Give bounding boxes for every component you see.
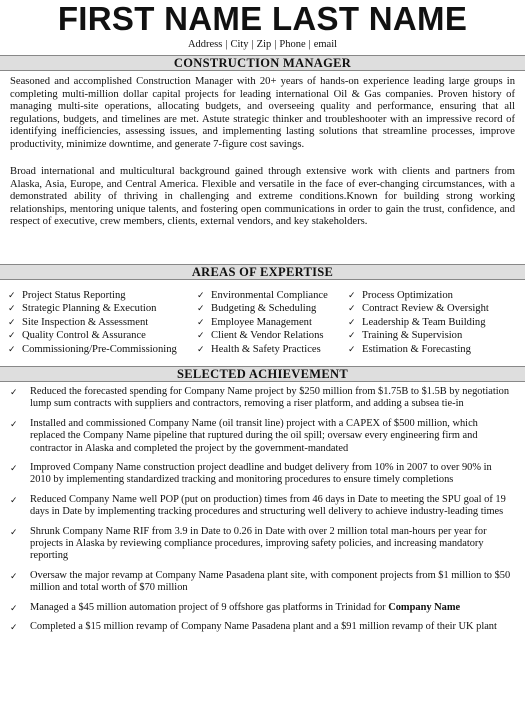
check-icon: ✓ <box>10 602 18 613</box>
expertise-column-2 <box>197 289 328 356</box>
check-icon: ✓ <box>348 330 356 341</box>
expertise-item: ✓ Project Status Reporting <box>8 290 126 301</box>
achievement-list <box>10 383 515 634</box>
expertise-item: ✓ Contract Review & Oversight <box>348 303 489 315</box>
list-item: ✓ Shrunk Company Name RIF from 3.9 in Date to 0.26 in Date with over 2 million total man-hours per year for projects in Alaska by reviewing compliance procedures, improving safety policies, and increasing mandatory reporting <box>10 525 487 562</box>
expertise-item: ✓ Strategic Planning & Execution <box>8 303 157 315</box>
expertise-item: ✓ Site Inspection & Assessment <box>8 316 149 328</box>
contact-city: City <box>230 39 249 50</box>
contact-email: email <box>313 39 338 50</box>
list-item: ✓ Managed a $45 million automation project of 9 offshore gas platforms in Trinidad for Company Name <box>10 601 461 613</box>
section-title-expertise: AREAS OF EXPERTISE <box>0 264 525 280</box>
expertise-item: ✓ Estimation & Forecasting <box>348 343 471 355</box>
check-icon: ✓ <box>10 494 18 505</box>
list-item: ✓ Installed and commissioned Company Name (oil transit line) project with a CAPEX of $500 million, which replaced the Company Name pipeline that ruptured during the oil spill; oversaw every engineering firm and contractor in Alaska and completed the project by the government-mandated <box>10 417 478 454</box>
expertise-item: ✓ Leadership & Team Building <box>348 316 486 328</box>
list-item: ✓ Completed a $15 million revamp of Company Name Pasadena plant and a $91 million revamp of their UK plant <box>10 621 497 633</box>
candidate-name: FIRST NAME LAST NAME <box>57 0 468 37</box>
list-item: ✓ Improved Company Name construction project deadline and budget delivery from 10% in 2007 to over 90% in 2010 by implementing standardized tracking and monitoring procedures to ensure timely completions <box>10 462 492 486</box>
section-title-job: CONSTRUCTION MANAGER <box>0 55 525 71</box>
check-icon: ✓ <box>10 387 18 397</box>
list-item: ✓ Reduced the forecasted spending for Company Name project by $250 million from $1.75B to $1.5B by negotiation lump sum contracts with suppliers and contractors, removing a riser platform, and adding a subsea tie-in <box>10 386 510 410</box>
check-icon: ✓ <box>8 316 16 327</box>
expertise-item: ✓ Environmental Compliance <box>197 290 328 301</box>
check-icon: ✓ <box>8 343 16 354</box>
summary-paragraph-1: Seasoned and accomplished Construction Manager with 20+ years of hands-on experience leading large groups in completing multi-million dollar capital projects for leading international Oil & Gas companies. Proven history of managing multi-site operations, allocating budgets, and overseeing quality and performance, ensuring that all regulations, budgets, and timelines are met. Astute strategic thinker and troubleshooter with an impressive record of identifying inefficiencies, assessing issues, and implementing lasting solutions that streamline processes, improve productivity, minimize downtime, and generate 7-figure cost savings. <box>10 76 515 150</box>
contact-address: Address <box>187 39 223 50</box>
contact-line: Address | City | Zip | Phone | email <box>187 39 338 50</box>
check-icon: ✓ <box>10 463 18 474</box>
check-icon: ✓ <box>8 290 16 300</box>
contact-phone: Phone <box>279 39 306 50</box>
summary-paragraph-2: Broad international and multicultural background gained through extensive work with clients and partners from Alaska, Asia, Europe, and Central America. Flexible and versatile in the face of ever-changing circumstances, with a demonstrated ability of thriving in challenging and extreme conditions.Known for building strong working relationships, mentoring unique talents, and fostering open communications in order to gain the trust, confidence, and respect of executive, crew members, clients, external vendors, and key stakeholders. <box>10 166 515 228</box>
expertise-item: ✓ Quality Control & Assurance <box>8 330 146 342</box>
expertise-item: ✓ Client & Vendor Relations <box>197 330 324 342</box>
check-icon: ✓ <box>10 570 18 581</box>
expertise-item: ✓ Training & Supervision <box>348 330 463 342</box>
list-item: ✓ Reduced Company Name well POP (put on production) times from 46 days in Date to meeting the SPU goal of 19 days in Date by implementing tracking procedures and structuring well delivery to achieve industry-leading times <box>10 493 506 518</box>
check-icon: ✓ <box>197 343 205 354</box>
check-icon: ✓ <box>348 316 356 327</box>
check-icon: ✓ <box>348 303 356 314</box>
expertise-column-3 <box>348 289 489 356</box>
section-title-achievement: SELECTED ACHIEVEMENT <box>0 366 525 382</box>
check-icon: ✓ <box>8 303 16 314</box>
expertise-item: ✓ Health & Safety Practices <box>197 343 321 355</box>
expertise-item: ✓ Employee Management <box>197 316 312 328</box>
check-icon: ✓ <box>10 526 18 537</box>
check-icon: ✓ <box>348 290 356 300</box>
check-icon: ✓ <box>348 343 356 354</box>
expertise-item: ✓ Process Optimization <box>348 290 453 301</box>
expertise-item: ✓ Commissioning/Pre-Commissioning <box>8 343 177 355</box>
check-icon: ✓ <box>197 290 205 300</box>
check-icon: ✓ <box>197 316 205 327</box>
expertise-column-1 <box>8 289 177 356</box>
contact-zip: Zip <box>256 39 272 50</box>
list-item: ✓ Oversaw the major revamp at Company Name Pasadena plant site, with component projects from $1 million to $50 million and total worth of $70 million <box>10 569 511 594</box>
check-icon: ✓ <box>10 418 18 429</box>
check-icon: ✓ <box>8 330 16 341</box>
expertise-item: ✓ Budgeting & Scheduling <box>197 303 317 315</box>
check-icon: ✓ <box>197 330 205 341</box>
check-icon: ✓ <box>197 303 205 314</box>
check-icon: ✓ <box>10 622 18 633</box>
